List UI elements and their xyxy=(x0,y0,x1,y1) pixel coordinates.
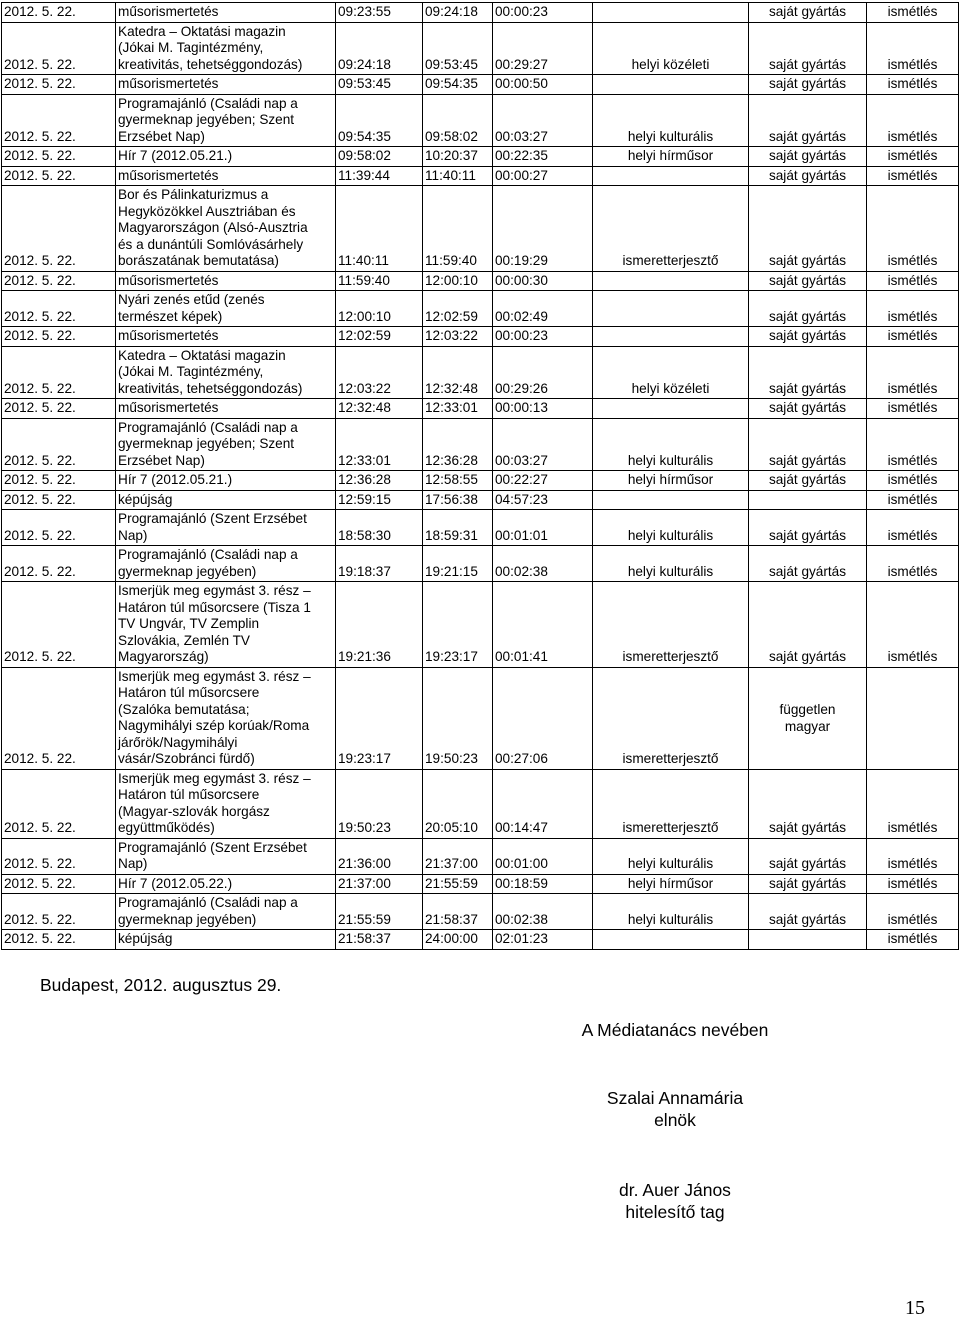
title-line: Ismerjük meg egymást 3. rész – xyxy=(118,668,311,684)
cell-production xyxy=(749,490,867,510)
cell-broadcast-type: ismétlés xyxy=(867,769,959,838)
title-line: Programajánló (Családi nap a xyxy=(118,547,298,562)
cell-duration: 00:27:06 xyxy=(493,667,593,769)
cell-program-title xyxy=(116,471,336,491)
signature-block-certifier xyxy=(530,1179,820,1223)
cell-start-time: 21:36:00 xyxy=(336,838,423,874)
cell-program-title xyxy=(116,838,336,874)
signature-certifier-name: dr. Auer János xyxy=(619,1180,731,1200)
title-line: TV Ungvár, TV Zemplin xyxy=(118,616,260,631)
cell-duration: 00:03:27 xyxy=(493,418,593,471)
cell-production: saját gyártás xyxy=(749,166,867,186)
cell-genre: helyi hírműsor xyxy=(593,874,749,894)
cell-production: saját gyártás xyxy=(749,291,867,327)
cell-start-time: 12:03:22 xyxy=(336,346,423,399)
cell-genre: helyi kulturális xyxy=(593,94,749,147)
cell-program-title xyxy=(116,874,336,894)
cell-date: 2012. 5. 22. xyxy=(2,418,116,471)
title-line: Nap) xyxy=(118,527,148,543)
cell-genre xyxy=(593,490,749,510)
table-row xyxy=(2,894,959,930)
cell-broadcast-type: ismétlés xyxy=(867,147,959,167)
cell-program-title xyxy=(116,346,336,399)
title-line: együttműködés) xyxy=(118,820,215,835)
signature-council-line: A Médiatanács nevében xyxy=(581,1020,769,1040)
title-line: gyermeknap jegyében; Szent xyxy=(118,112,295,127)
cell-broadcast-type: ismétlés xyxy=(867,291,959,327)
title-line: Katedra – Oktatási magazin xyxy=(118,347,286,363)
cell-date: 2012. 5. 22. xyxy=(2,186,116,272)
title-line: és a dunántúli Somlóvásárhely xyxy=(118,236,304,252)
table-row xyxy=(2,75,959,95)
title-line: Magyarországon (Alsó-Ausztria xyxy=(118,220,308,235)
cell-end-time: 12:36:28 xyxy=(423,418,493,471)
cell-program-title xyxy=(116,166,336,186)
cell-end-time: 12:03:22 xyxy=(423,327,493,347)
cell-date: 2012. 5. 22. xyxy=(2,490,116,510)
cell-end-time: 09:58:02 xyxy=(423,94,493,147)
cell-broadcast-type: ismétlés xyxy=(867,166,959,186)
cell-start-time: 19:23:17 xyxy=(336,667,423,769)
cell-start-time: 11:59:40 xyxy=(336,271,423,291)
cell-duration: 00:02:49 xyxy=(493,291,593,327)
cell-production: saját gyártás xyxy=(749,94,867,147)
place-and-date: Budapest, 2012. augusztus 29. xyxy=(40,975,282,995)
cell-duration: 00:29:26 xyxy=(493,346,593,399)
cell-end-time: 12:02:59 xyxy=(423,291,493,327)
cell-genre: helyi kulturális xyxy=(593,546,749,582)
cell-production: saját gyártás xyxy=(749,471,867,491)
cell-start-time: 12:59:15 xyxy=(336,490,423,510)
cell-end-time: 09:53:45 xyxy=(423,22,493,75)
title-line: Határon túl műsorcsere (Tisza 1 xyxy=(118,599,311,615)
cell-duration: 00:22:35 xyxy=(493,147,593,167)
cell-start-time: 09:53:45 xyxy=(336,75,423,95)
title-line: Hír 7 (2012.05.21.) xyxy=(118,472,233,487)
cell-end-time: 12:32:48 xyxy=(423,346,493,399)
table-row xyxy=(2,930,959,950)
title-line: Határon túl műsorcsere xyxy=(118,685,260,700)
title-line: Hír 7 (2012.05.22.) xyxy=(118,875,233,891)
title-line: műsorismertetés xyxy=(118,272,219,288)
title-line: Hír 7 (2012.05.21.) xyxy=(118,148,233,163)
table-row xyxy=(2,271,959,291)
cell-genre xyxy=(593,327,749,347)
cell-duration: 00:18:59 xyxy=(493,874,593,894)
title-line: képújság xyxy=(118,491,173,507)
table-row xyxy=(2,874,959,894)
cell-genre xyxy=(593,271,749,291)
cell-program-title xyxy=(116,769,336,838)
cell-end-time: 12:58:55 xyxy=(423,471,493,491)
cell-production: saját gyártás xyxy=(749,3,867,23)
cell-broadcast-type: ismétlés xyxy=(867,838,959,874)
cell-broadcast-type: ismétlés xyxy=(867,930,959,950)
table-row xyxy=(2,94,959,147)
cell-end-time: 09:54:35 xyxy=(423,75,493,95)
cell-program-title xyxy=(116,271,336,291)
title-line: Programajánló (Családi nap a xyxy=(118,895,298,910)
table-row xyxy=(2,346,959,399)
cell-genre: ismeretterjesztő xyxy=(593,186,749,272)
title-line: műsorismertetés xyxy=(118,167,219,183)
title-line: járőrök/Nagymihályi xyxy=(118,734,238,750)
cell-date: 2012. 5. 22. xyxy=(2,147,116,167)
cell-broadcast-type: ismétlés xyxy=(867,894,959,930)
cell-genre: helyi közéleti xyxy=(593,22,749,75)
cell-program-title xyxy=(116,3,336,23)
cell-duration: 00:22:27 xyxy=(493,471,593,491)
cell-start-time: 12:32:48 xyxy=(336,399,423,419)
cell-start-time: 12:00:10 xyxy=(336,291,423,327)
title-line: kreativitás, tehetséggondozás) xyxy=(118,380,303,396)
title-line: (Szalóka bemutatása; xyxy=(118,701,250,717)
cell-genre: helyi kulturális xyxy=(593,510,749,546)
cell-duration: 00:00:30 xyxy=(493,271,593,291)
title-line: Magyarország) xyxy=(118,649,209,664)
title-line: Bor és Pálinkaturizmus a xyxy=(118,187,269,202)
cell-broadcast-type: ismétlés xyxy=(867,490,959,510)
table-row xyxy=(2,22,959,75)
cell-production: saját gyártás xyxy=(749,75,867,95)
cell-production: saját gyártás xyxy=(749,399,867,419)
cell-program-title xyxy=(116,291,336,327)
cell-genre xyxy=(593,399,749,419)
cell-production: saját gyártás xyxy=(749,546,867,582)
cell-duration: 04:57:23 xyxy=(493,490,593,510)
cell-production: saját gyártás xyxy=(749,510,867,546)
signature-block-president xyxy=(530,1087,820,1131)
cell-production: saját gyártás xyxy=(749,147,867,167)
cell-start-time: 12:02:59 xyxy=(336,327,423,347)
title-line: gyermeknap jegyében) xyxy=(118,911,257,927)
cell-end-time: 18:59:31 xyxy=(423,510,493,546)
cell-end-time: 21:55:59 xyxy=(423,874,493,894)
signature-certifier-role: hitelesítő tag xyxy=(625,1202,725,1222)
title-line: műsorismertetés xyxy=(118,4,219,19)
cell-date: 2012. 5. 22. xyxy=(2,838,116,874)
cell-production: saját gyártás xyxy=(749,874,867,894)
cell-production: saját gyártás xyxy=(749,327,867,347)
cell-start-time: 21:55:59 xyxy=(336,894,423,930)
title-line: képújság xyxy=(118,931,173,946)
cell-end-time: 11:40:11 xyxy=(423,166,493,186)
cell-genre: helyi kulturális xyxy=(593,418,749,471)
cell-production: saját gyártás xyxy=(749,186,867,272)
cell-duration: 00:29:27 xyxy=(493,22,593,75)
cell-broadcast-type: ismétlés xyxy=(867,327,959,347)
cell-start-time: 19:50:23 xyxy=(336,769,423,838)
cell-broadcast-type: ismétlés xyxy=(867,186,959,272)
table-row xyxy=(2,510,959,546)
cell-genre: ismeretterjesztő xyxy=(593,769,749,838)
cell-end-time: 19:50:23 xyxy=(423,667,493,769)
cell-genre: ismeretterjesztő xyxy=(593,667,749,769)
title-line: kreativitás, tehetséggondozás) xyxy=(118,56,303,72)
title-line: Katedra – Oktatási magazin xyxy=(118,23,286,39)
cell-program-title xyxy=(116,418,336,471)
cell-genre xyxy=(593,3,749,23)
title-line: Programajánló (Szent Erzsébet xyxy=(118,511,307,526)
cell-duration: 00:00:50 xyxy=(493,75,593,95)
cell-broadcast-type: ismétlés xyxy=(867,582,959,668)
cell-program-title xyxy=(116,22,336,75)
cell-date: 2012. 5. 22. xyxy=(2,291,116,327)
cell-start-time: 09:54:35 xyxy=(336,94,423,147)
title-line: Erzsébet Nap) xyxy=(118,452,205,468)
title-line: Nyári zenés etűd (zenés xyxy=(118,292,265,307)
title-line: gyermeknap jegyében) xyxy=(118,563,257,579)
cell-end-time: 12:33:01 xyxy=(423,399,493,419)
cell-end-time: 10:20:37 xyxy=(423,147,493,167)
cell-broadcast-type: ismétlés xyxy=(867,3,959,23)
cell-production: saját gyártás xyxy=(749,346,867,399)
cell-duration: 00:02:38 xyxy=(493,546,593,582)
cell-date: 2012. 5. 22. xyxy=(2,3,116,23)
cell-production: saját gyártás xyxy=(749,271,867,291)
signature-president-role: elnök xyxy=(654,1110,696,1130)
title-line: Ismerjük meg egymást 3. rész – xyxy=(118,583,311,598)
cell-duration: 00:01:41 xyxy=(493,582,593,668)
cell-end-time: 21:37:00 xyxy=(423,838,493,874)
cell-date: 2012. 5. 22. xyxy=(2,399,116,419)
title-line: vásár/Szobránci fürdő) xyxy=(118,751,255,766)
title-line: Szlovákia, Zemlén TV xyxy=(118,632,250,648)
cell-program-title xyxy=(116,327,336,347)
title-line: műsorismertetés xyxy=(118,76,219,91)
cell-production: saját gyártás xyxy=(749,22,867,75)
cell-end-time: 17:56:38 xyxy=(423,490,493,510)
cell-start-time: 19:18:37 xyxy=(336,546,423,582)
cell-start-time: 09:24:18 xyxy=(336,22,423,75)
cell-date: 2012. 5. 22. xyxy=(2,546,116,582)
cell-end-time: 24:00:00 xyxy=(423,930,493,950)
cell-genre xyxy=(593,291,749,327)
cell-genre: helyi kulturális xyxy=(593,838,749,874)
cell-broadcast-type xyxy=(867,667,959,769)
table-row xyxy=(2,667,959,769)
table-row xyxy=(2,490,959,510)
title-line: gyermeknap jegyében; Szent xyxy=(118,436,295,451)
title-line: (Jókai M. Tagintézmény, xyxy=(118,364,264,379)
cell-date: 2012. 5. 22. xyxy=(2,510,116,546)
title-line: Ismerjük meg egymást 3. rész – xyxy=(118,770,311,786)
cell-production: saját gyártás xyxy=(749,418,867,471)
cell-end-time: 19:23:17 xyxy=(423,582,493,668)
table-row xyxy=(2,546,959,582)
cell-broadcast-type: ismétlés xyxy=(867,271,959,291)
title-line: műsorismertetés xyxy=(118,328,219,343)
cell-start-time: 09:58:02 xyxy=(336,147,423,167)
cell-date: 2012. 5. 22. xyxy=(2,166,116,186)
cell-duration: 00:00:27 xyxy=(493,166,593,186)
cell-date: 2012. 5. 22. xyxy=(2,582,116,668)
cell-broadcast-type: ismétlés xyxy=(867,75,959,95)
broadcast-schedule-table xyxy=(1,2,959,950)
cell-program-title xyxy=(116,582,336,668)
cell-production: saját gyártás xyxy=(749,582,867,668)
table-row xyxy=(2,291,959,327)
cell-broadcast-type: ismétlés xyxy=(867,399,959,419)
cell-duration: 00:00:23 xyxy=(493,327,593,347)
cell-duration: 00:03:27 xyxy=(493,94,593,147)
table-row xyxy=(2,769,959,838)
cell-end-time: 09:24:18 xyxy=(423,3,493,23)
table-row xyxy=(2,186,959,272)
cell-date: 2012. 5. 22. xyxy=(2,22,116,75)
title-line: Erzsébet Nap) xyxy=(118,128,205,144)
table-row xyxy=(2,471,959,491)
schedule-body xyxy=(2,3,959,950)
cell-duration: 00:19:29 xyxy=(493,186,593,272)
cell-program-title xyxy=(116,94,336,147)
cell-program-title xyxy=(116,147,336,167)
cell-program-title xyxy=(116,399,336,419)
cell-duration: 00:01:00 xyxy=(493,838,593,874)
cell-program-title xyxy=(116,510,336,546)
cell-end-time: 11:59:40 xyxy=(423,186,493,272)
cell-date: 2012. 5. 22. xyxy=(2,874,116,894)
cell-date: 2012. 5. 22. xyxy=(2,471,116,491)
table-row xyxy=(2,147,959,167)
cell-genre: ismeretterjesztő xyxy=(593,582,749,668)
cell-genre xyxy=(593,930,749,950)
cell-start-time: 19:21:36 xyxy=(336,582,423,668)
cell-end-time: 19:21:15 xyxy=(423,546,493,582)
title-line: Határon túl műsorcsere xyxy=(118,787,260,802)
cell-duration: 00:01:01 xyxy=(493,510,593,546)
page-number: 15 xyxy=(905,1297,925,1319)
cell-program-title xyxy=(116,894,336,930)
cell-program-title xyxy=(116,667,336,769)
cell-duration: 00:00:23 xyxy=(493,3,593,23)
table-row xyxy=(2,166,959,186)
title-line: műsorismertetés xyxy=(118,400,219,415)
title-line: Nap) xyxy=(118,856,148,871)
cell-date: 2012. 5. 22. xyxy=(2,667,116,769)
cell-broadcast-type: ismétlés xyxy=(867,874,959,894)
cell-date: 2012. 5. 22. xyxy=(2,327,116,347)
cell-end-time: 12:00:10 xyxy=(423,271,493,291)
title-line: (Jókai M. Tagintézmény, xyxy=(118,40,264,55)
cell-end-time: 20:05:10 xyxy=(423,769,493,838)
cell-duration: 00:14:47 xyxy=(493,769,593,838)
cell-date: 2012. 5. 22. xyxy=(2,271,116,291)
signature-president-name: Szalai Annamária xyxy=(606,1088,744,1108)
cell-end-time: 21:58:37 xyxy=(423,894,493,930)
title-line: borászatának bemutatása) xyxy=(118,253,279,268)
title-line: Programajánló (Családi nap a xyxy=(118,419,298,435)
cell-date: 2012. 5. 22. xyxy=(2,930,116,950)
cell-production xyxy=(749,930,867,950)
cell-production: független magyar xyxy=(749,667,867,769)
cell-genre xyxy=(593,75,749,95)
title-line: Nagymihályi szép korúak/Roma xyxy=(118,718,310,733)
title-line: (Magyar-szlovák horgász xyxy=(118,803,270,819)
cell-date: 2012. 5. 22. xyxy=(2,769,116,838)
cell-broadcast-type: ismétlés xyxy=(867,471,959,491)
cell-duration: 00:00:13 xyxy=(493,399,593,419)
cell-production: saját gyártás xyxy=(749,894,867,930)
cell-duration: 02:01:23 xyxy=(493,930,593,950)
table-row xyxy=(2,399,959,419)
cell-program-title xyxy=(116,186,336,272)
table-row xyxy=(2,582,959,668)
cell-date: 2012. 5. 22. xyxy=(2,94,116,147)
title-line: Programajánló (Családi nap a xyxy=(118,95,298,111)
cell-duration: 00:02:38 xyxy=(493,894,593,930)
cell-broadcast-type: ismétlés xyxy=(867,418,959,471)
cell-program-title xyxy=(116,75,336,95)
table-row xyxy=(2,327,959,347)
cell-program-title xyxy=(116,490,336,510)
title-line: természet képek) xyxy=(118,308,223,324)
cell-genre xyxy=(593,166,749,186)
cell-genre: helyi közéleti xyxy=(593,346,749,399)
cell-genre: helyi kulturális xyxy=(593,894,749,930)
cell-production: saját gyártás xyxy=(749,838,867,874)
table-row xyxy=(2,418,959,471)
cell-broadcast-type: ismétlés xyxy=(867,22,959,75)
cell-genre: helyi hírműsor xyxy=(593,147,749,167)
cell-date: 2012. 5. 22. xyxy=(2,894,116,930)
cell-genre: helyi hírműsor xyxy=(593,471,749,491)
cell-broadcast-type: ismétlés xyxy=(867,510,959,546)
cell-program-title xyxy=(116,930,336,950)
cell-start-time: 11:40:11 xyxy=(336,186,423,272)
cell-broadcast-type: ismétlés xyxy=(867,546,959,582)
table-row xyxy=(2,3,959,23)
cell-start-time: 11:39:44 xyxy=(336,166,423,186)
cell-start-time: 12:33:01 xyxy=(336,418,423,471)
cell-broadcast-type: ismétlés xyxy=(867,346,959,399)
cell-program-title xyxy=(116,546,336,582)
cell-date: 2012. 5. 22. xyxy=(2,75,116,95)
cell-start-time: 09:23:55 xyxy=(336,3,423,23)
cell-start-time: 18:58:30 xyxy=(336,510,423,546)
signature-block-council xyxy=(530,1019,820,1041)
table-row xyxy=(2,838,959,874)
cell-start-time: 21:37:00 xyxy=(336,874,423,894)
cell-start-time: 21:58:37 xyxy=(336,930,423,950)
title-line: Hegyközökkel Ausztriában és xyxy=(118,203,296,219)
cell-date: 2012. 5. 22. xyxy=(2,346,116,399)
cell-production: saját gyártás xyxy=(749,769,867,838)
cell-start-time: 12:36:28 xyxy=(336,471,423,491)
cell-broadcast-type: ismétlés xyxy=(867,94,959,147)
title-line: Programajánló (Szent Erzsébet xyxy=(118,839,307,855)
